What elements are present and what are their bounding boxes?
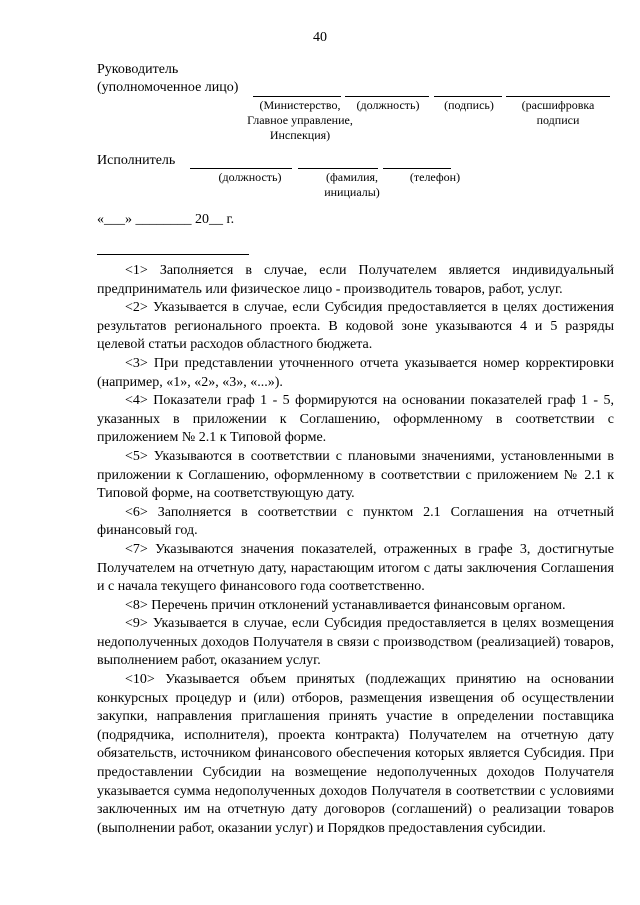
footnote-7: <7> Указываются значения показателей, отраженных в графе 3, достигнутые Получателем на отчетную дату, нарастающим итогом с даты заключения Соглашения и с начала текущего финансового года соответственно. (97, 541, 614, 595)
caption-name-line1: (фамилия, (325, 170, 379, 184)
head-caption-org (240, 98, 360, 143)
head-caption-signature: (подпись) (444, 98, 494, 112)
footnote-separator (97, 254, 249, 255)
executor-caption-phone: (телефон) (409, 170, 461, 184)
footnote-9: <9> Указывается в случае, если Субсидия предоставляется в целях возмещения недополученных доходов Получателя в связи с производством (реализацией) товаров, выполнением работ, оказанием услуг. (97, 616, 614, 669)
page-number: 40 (313, 30, 327, 45)
head-sublabel: (уполномоченное лицо) (97, 80, 239, 95)
footnote-2: <2> Указывается в случае, если Субсидия предоставляется в целях достижения результатов регионального проекта. В кодовой зоне указываются 4 и 5 разряды целевой статьи расходов областного бюджета. (97, 300, 614, 353)
executor-phone-line (383, 168, 451, 169)
date-line: «___» ________ 20__ г. (97, 212, 235, 227)
executor-caption-name (312, 170, 392, 200)
head-signature-line (434, 96, 502, 97)
caption-name-line2: инициалы) (324, 185, 380, 199)
head-caption-position: (должность) (356, 98, 420, 112)
executor-name-line (298, 168, 378, 169)
footnote-6: <6> Заполняется в соответствии с пунктом 2.1 Соглашения на отчетный финансовый год. (97, 504, 614, 539)
footnote-1: <1> Заполняется в случае, если Получателем является индивидуальный предприниматель или физическое лицо - производитель товаров, работ, услуг. (97, 263, 614, 297)
executor-caption-position: (должность) (218, 170, 282, 184)
caption-org-line1: (Министерство, (259, 98, 341, 112)
head-org-line (253, 96, 341, 97)
footnotes (97, 262, 614, 838)
footnote-5: <5> Указываются в соответствии с плановыми значениями, установленными в приложении к Соглашению, оформленному в соответствии с приложением № 2.1 к Типовой форме, на соответствующую дату. (97, 448, 614, 502)
executor-label: Исполнитель (97, 153, 176, 168)
executor-position-line (190, 168, 292, 169)
caption-decoding-line1: (расшифровка (521, 98, 595, 112)
caption-org-line2: Главное управление, (247, 113, 353, 127)
footnote-8: <8> Перечень причин отклонений устанавливается финансовым органом. (125, 597, 566, 613)
footnote-3: <3> При представлении уточненного отчета указывается номер корректировки (например, «1», «2», «3», «...»). (97, 355, 614, 390)
head-caption-decoding (506, 98, 610, 128)
head-label: Руководитель (97, 62, 179, 77)
caption-decoding-line2: подписи (536, 113, 580, 127)
caption-org-line3: Инспекция) (269, 128, 331, 142)
footnote-4: <4> Показатели граф 1 - 5 формируются на основании показателей граф 1 - 5, указанных в приложении к Соглашению, оформленному в соответствии с приложением № 2.1 к Типовой форме. (97, 393, 614, 446)
footnote-10: <10> Указывается объем принятых (подлежащих принятию на основании конкурсных процедур и (или) отборов, размещения извещения об осуществлении закупки, направления приглашения принять участие в определении поставщика (подрядчика, исполнителя), проекта контракта) Получателем на отчетную дату обязательств, источником финансового обеспечения которых является Субсидия. При предоставлении Субсидии на возмещение недополученных доходов Получателя указывается сумма недополученных доходов Получателя в соответствии с условиями заключенных им на отчетную дату договоров (соглашений) о реализации товаров (выполнении работ, оказании услуг) и Порядков предоставления субсидии. (97, 672, 614, 836)
head-decoding-line (506, 96, 610, 97)
head-position-line (345, 96, 429, 97)
